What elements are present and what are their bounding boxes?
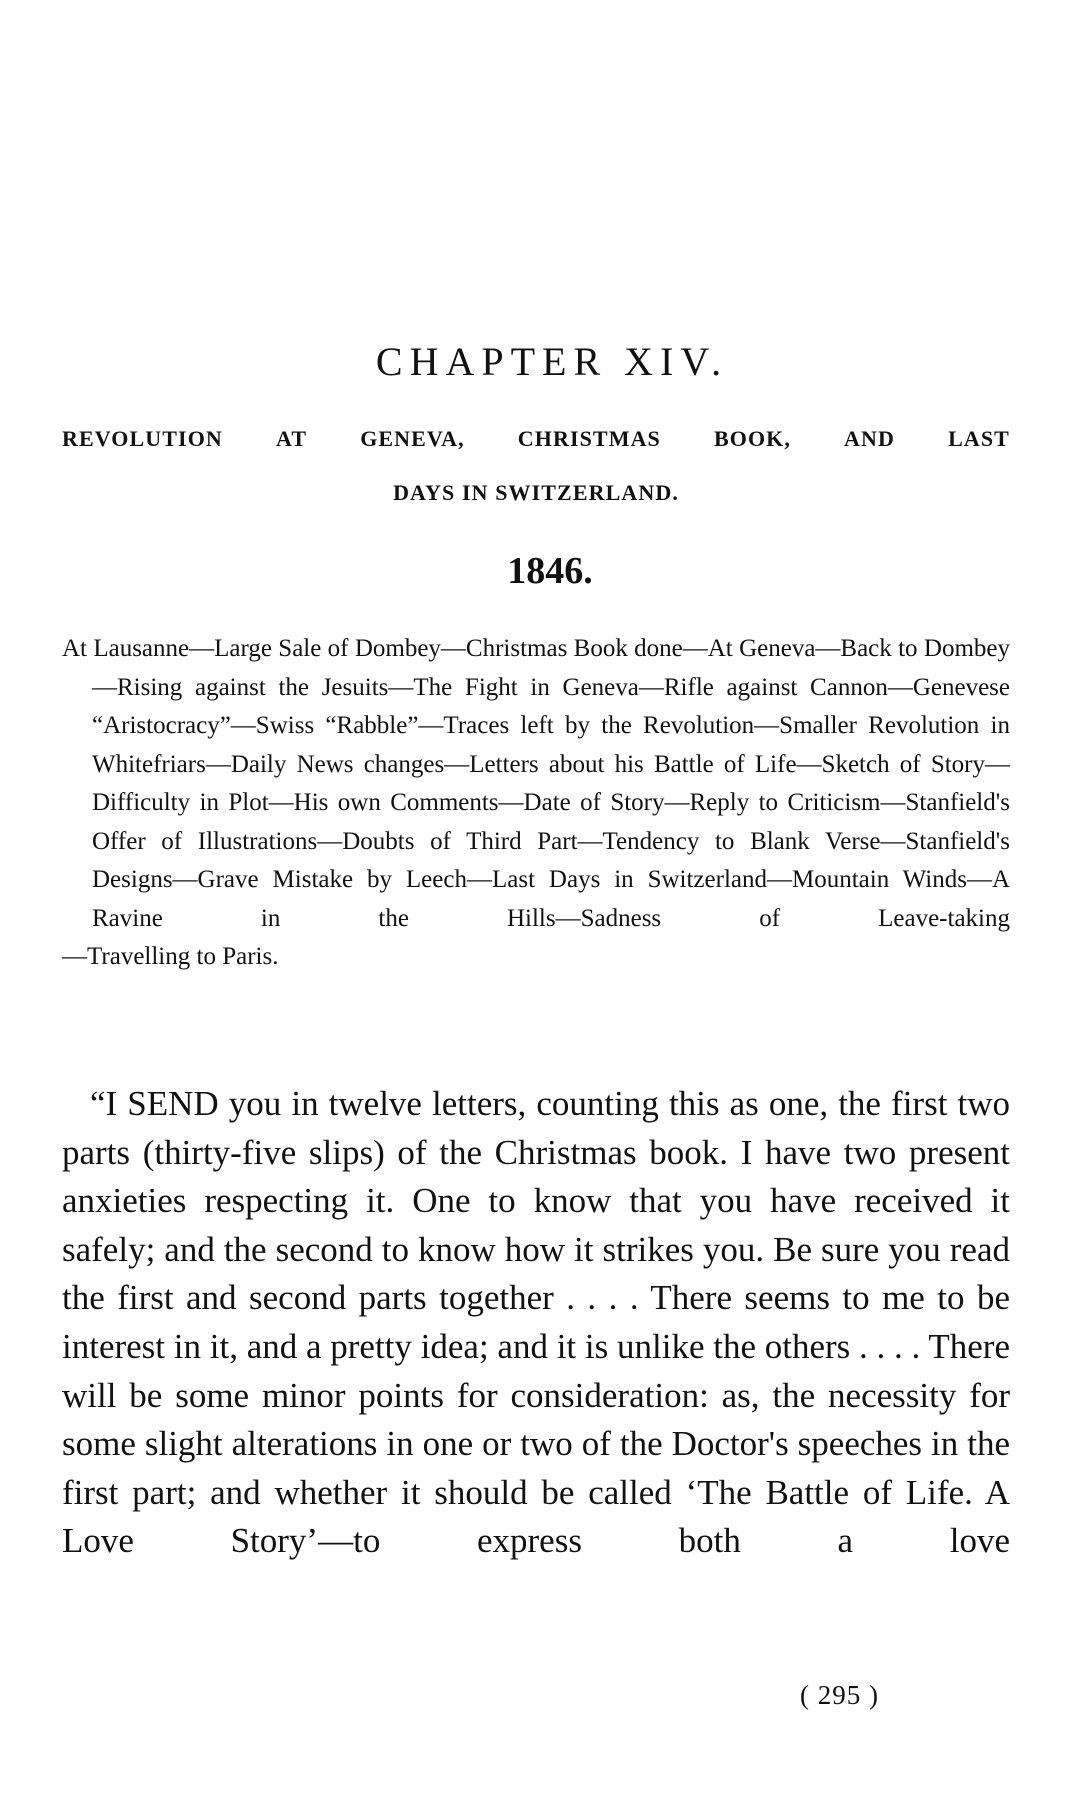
subtitle-word: BOOK, bbox=[713, 426, 791, 451]
body-text bbox=[62, 1080, 1010, 1566]
subtitle-word: CHRISTMAS bbox=[517, 426, 661, 451]
subtitle-word: AT bbox=[275, 426, 308, 451]
subtitle-line-2: DAYS IN SWITZERLAND. bbox=[393, 480, 679, 505]
chapter-title: CHAPTER XIV. bbox=[375, 339, 729, 384]
subtitle-word: GENEVA, bbox=[360, 426, 465, 451]
synopsis-paragraph bbox=[62, 630, 1010, 977]
synopsis-text: At Lausanne—Large Sale of Dombey—Christmas Book done—At Geneva—Back to Dombey—Rising against the Jesuits—The Fight in Geneva—Rifle against Cannon—Genevese “Aristocracy”—Swiss “Rabble”—Traces left by the Revolution—Smaller Revolution in Whitefriars—Daily News changes—Letters about his Battle of Life—Sketch of Story—Difficulty in Plot—His own Comments—Date of Story—Reply to Criticism—Stanfield's Offer of Illustrations—Doubts of Third Part—Tendency to Blank Verse—Stanfield's Designs—Grave Mistake by Leech—Last Days in Switzerland—Mountain Winds—A Ravine in the Hills—Sadness of Leave-taking bbox=[62, 635, 1010, 932]
chapter-year: 1846. bbox=[507, 550, 593, 592]
subtitle-word: AND bbox=[844, 426, 896, 451]
body-paragraph bbox=[62, 1080, 1010, 1566]
subtitle-word: REVOLUTION bbox=[62, 426, 223, 451]
subtitle-line-1 bbox=[62, 428, 1010, 450]
chapter-synopsis bbox=[62, 630, 1010, 977]
body-paragraph-text: you in twelve letters, counting this as one, the first two parts (thirty-five slips) of the Christmas book. I have two present anxieties respecting it. One to know that you have received it safely; and the second to know how it strikes you. Be sure you read the first and second parts together . . . . There seems to me to be interest in it, and a pretty idea; and it is unlike the others . . . . There will be some minor points for consideration: as, the necessity for some slight alterations in one or two of the Doctor's speeches in the first part; and whether it should be called ‘The Battle of Life. A Love Story’—to express both a love bbox=[62, 1084, 1011, 1561]
page-number: ( 295 ) bbox=[800, 1680, 879, 1710]
chapter-subtitle bbox=[62, 428, 1010, 504]
body-opening: “I SEND bbox=[90, 1084, 219, 1123]
subtitle-word: LAST bbox=[948, 426, 1010, 451]
synopsis-last-line: —Travelling to Paris. bbox=[62, 943, 279, 970]
